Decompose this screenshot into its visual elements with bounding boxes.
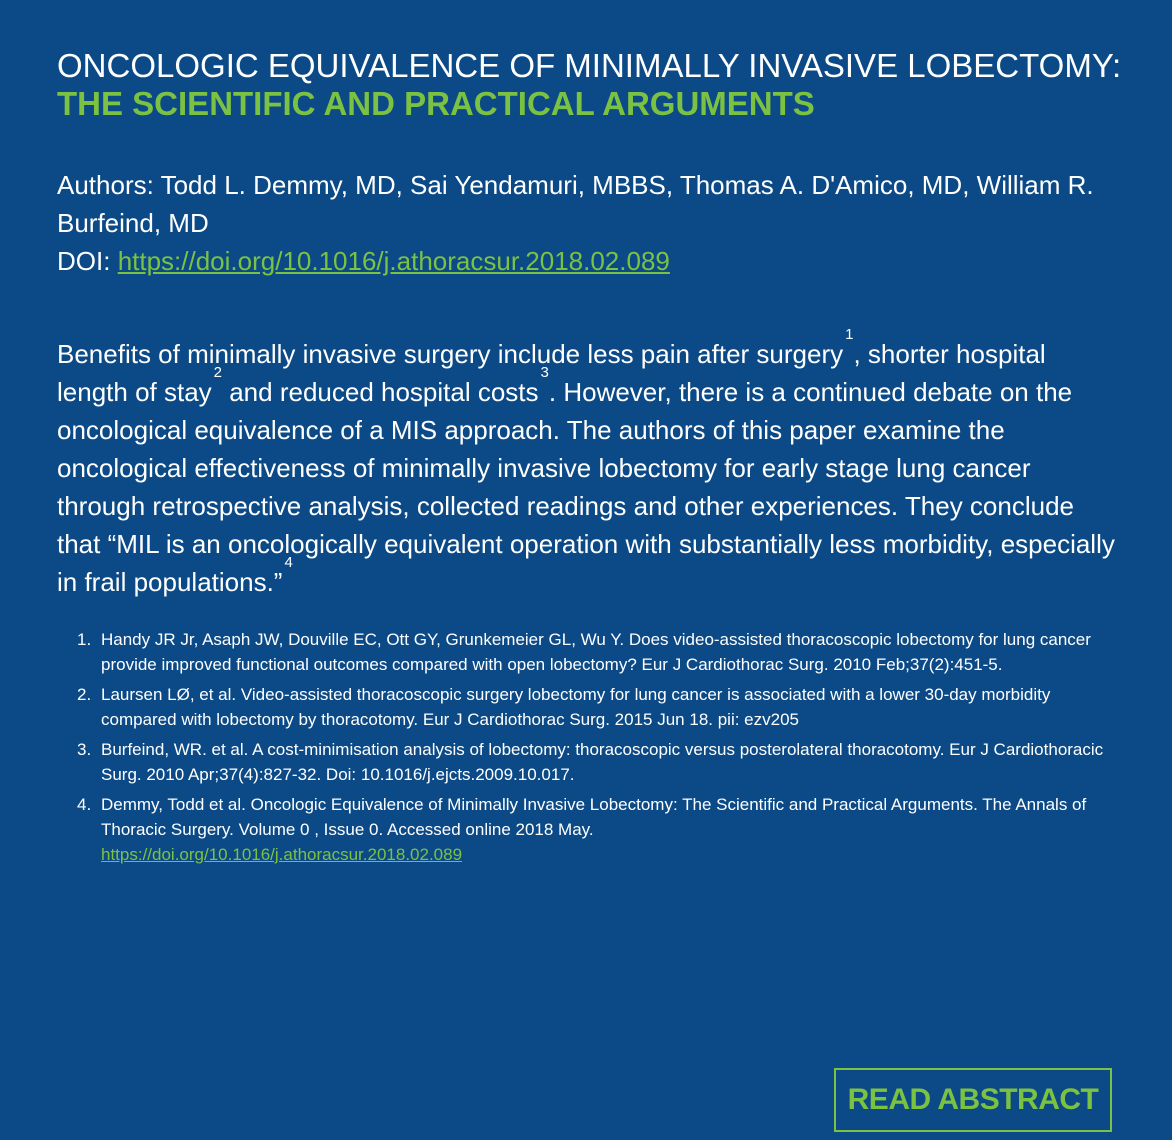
reference-link[interactable]: https://doi.org/10.1016/j.athoracsur.2018.02.089 [101,845,463,864]
reference-item [77,682,1121,732]
read-abstract-button[interactable]: READ ABSTRACT [834,1068,1112,1132]
reference-number: 1. [77,630,92,649]
references [57,627,1121,867]
reference-text: Laursen LØ, et al. Video-assisted thoracoscopic surgery lobectomy for lung cancer is associated with a lower 30-day morbidity compared with lobectomy by thoracotomy. Eur J Cardiothorac Surg. 2015 Jun 18. pii: ezv205 [101,685,1051,729]
article-title [57,48,1127,122]
reference-text: Handy JR Jr, Asaph JW, Douville EC, Ott GY, Grunkemeier GL, Wu Y. Does video-assisted thoracoscopic lobectomy for lung cancer provide improved functional outcomes compared with open lobectomy? Eur J Cardiothorac Surg. 2010 Feb;37(2):451-5. [101,630,1091,674]
article-meta [57,166,1127,280]
doi-link[interactable]: https://doi.org/10.1016/j.athoracsur.2018.02.089 [117,246,670,276]
reference-item [77,627,1121,677]
reference-number: 3. [77,740,92,759]
title-line2: THE SCIENTIFIC AND PRACTICAL ARGUMENTS [57,85,815,122]
article-card [57,48,1127,872]
reference-item [77,792,1121,867]
reference-text: Burfeind, WR. et al. A cost-minimisation analysis of lobectomy: thoracoscopic versus posterolateral thoracotomy. Eur J Cardiothoracic Surg. 2010 Apr;37(4):827-32. Doi: 10.1016/j.ejcts.2009.10.017. [101,740,1104,784]
reference-list [77,627,1121,867]
authors-label: Authors: [57,170,154,200]
doi [57,242,1127,280]
citation-4: 4 [284,554,293,571]
article-summary [57,326,1117,601]
summary-text-3: and reduced hospital costs [222,377,539,407]
reference-number: 4. [77,795,92,814]
summary-text-2: , shorter hospital length of stay [57,339,1046,407]
doi-label: DOI: [57,246,111,276]
reference-number: 2. [77,685,92,704]
citation-2: 2 [213,364,222,381]
reference-text: Demmy, Todd et al. Oncologic Equivalence of Minimally Invasive Lobectomy: The Scientific and Practical Arguments. The Annals of Thoracic Surgery. Volume 0 , Issue 0. Accessed online 2018 May. [101,795,1087,839]
summary-text-1: Benefits of minimally invasive surgery include less pain after surgery [57,339,844,369]
authors-list: Todd L. Demmy, MD, Sai Yendamuri, MBBS, Thomas A. D'Amico, MD, William R. Burfeind, MD [57,170,1094,238]
reference-item [77,737,1121,787]
title-line1: ONCOLOGIC EQUIVALENCE OF MINIMALLY INVASIVE LOBECTOMY: [57,47,1122,84]
authors [57,166,1127,242]
summary-text-4: . However, there is a continued debate on the oncological equivalence of a MIS approach. The authors of this paper examine the oncological effectiveness of minimally invasive lobectomy for early stage lung cancer through retrospective analysis, collected readings and other experiences. They conclude that “MIL is an oncologically equivalent operation with substantially less morbidity, especially in frail populations.” [57,377,1115,597]
citation-3: 3 [540,364,549,381]
citation-1: 1 [845,326,854,343]
